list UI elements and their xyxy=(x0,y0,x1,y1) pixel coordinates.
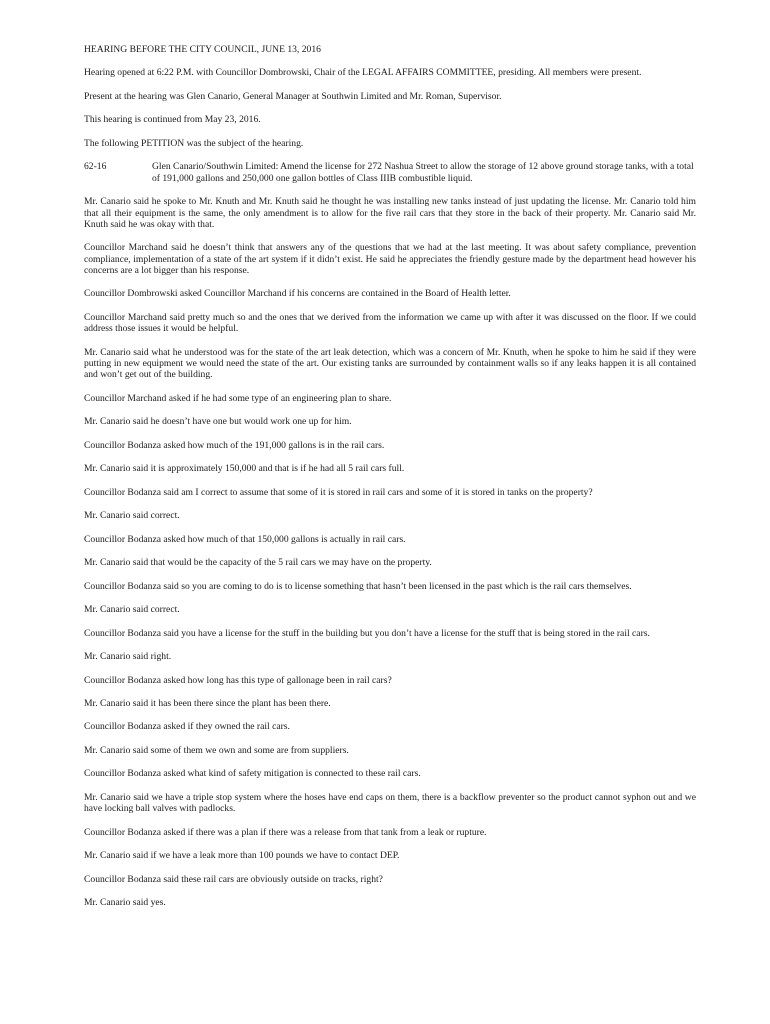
attendance-statement: Present at the hearing was Glen Canario, General Manager at Southwin Limited and Mr. Roman, Supervisor. xyxy=(84,90,502,102)
minutes-paragraph: Councillor Bodanza asked how much of the 191,000 gallons is in the rail cars. xyxy=(84,439,385,451)
minutes-paragraph: Councillor Bodanza asked how much of that 150,000 gallons is actually in rail cars. xyxy=(84,533,406,545)
minutes-paragraph: Mr. Canario said he spoke to Mr. Knuth and Mr. Knuth said he thought he was installing new tanks instead of just updating the license. Mr. Canario told him that all their equipment is the same, the only amendment is to allow for the five rail cars that they store in the back of their property. Mr. Canario said Mr. Knuth said he was okay with that. xyxy=(84,196,696,230)
minutes-paragraph: Mr. Canario said yes. xyxy=(84,897,166,909)
petition-number: 62-16 xyxy=(84,161,107,173)
minutes-paragraph: Mr. Canario said if we have a leak more than 100 pounds we have to contact DEP. xyxy=(84,850,400,862)
document-page xyxy=(84,44,696,921)
minutes-paragraph: Mr. Canario said what he understood was for the state of the art leak detection, which was a concern of Mr. Knuth, when he spoke to him he said if they were putting in new equipment we would need the state of the art. Our existing tanks are surrounded by containment walls so if any leaks happen it is all contained and won’t get out of the building. xyxy=(84,346,696,381)
minutes-paragraph: Mr. Canario said it has been there since the plant has been there. xyxy=(84,698,331,709)
minutes-paragraph: Councillor Bodanza said so you are coming to do is to license something that hasn’t been licensed in the past which is the rail cars themselves. xyxy=(84,580,632,592)
minutes-paragraph: Councillor Bodanza asked how long has this type of gallonage been in rail cars? xyxy=(84,674,392,686)
minutes-paragraph: Councillor Bodanza asked what kind of safety mitigation is connected to these rail cars. xyxy=(84,768,421,780)
minutes-paragraph: Councillor Bodanza said you have a license for the stuff in the building but you don’t have a license for the stuff that is being stored in the rail cars. xyxy=(84,627,650,639)
minutes-paragraph: Mr. Canario said we have a triple stop system where the hoses have end caps on them, there is a backflow preventer so the product cannot syphon out and we have locking ball valves with padlocks. xyxy=(84,791,696,815)
minutes-paragraph: Councillor Bodanza said am I correct to assume that some of it is stored in rail cars and some of it is stored in tanks on the property? xyxy=(84,486,593,498)
minutes-paragraph: Councillor Marchand said pretty much so and the ones that we derived from the information we came up with after it was discussed on the floor. If we could address those issues it would be helpful. xyxy=(84,311,696,335)
minutes-paragraph: Councillor Marchand said he doesn’t think that answers any of the questions that we had at the last meeting. It was about safety compliance, prevention compliance, implementation of a state of the art system if it didn’t exist. He said he appreciates the friendly gesture made by the department head however his concerns are a lot bigger than his response. xyxy=(84,242,696,276)
opening-statement: Hearing opened at 6:22 P.M. with Councillor Dombrowski, Chair of the LEGAL AFFAIRS COMMITTEE, presiding. All members were present. xyxy=(84,67,642,79)
minutes-paragraph: Mr. Canario said that would be the capacity of the 5 rail cars we may have on the property. xyxy=(84,557,432,569)
minutes-paragraph: Mr. Canario said it is approximately 150,000 and that is if he had all 5 rail cars full. xyxy=(84,463,405,475)
petition-text: Glen Canario/Southwin Limited: Amend the license for 272 Nashua Street to allow the storage of 12 above ground storage tanks, with a total of 191,000 gallons and 250,000 one gallon bottles of Class IIIB combustible liquid. xyxy=(152,161,694,184)
subject-statement: The following PETITION was the subject of the hearing. xyxy=(84,137,304,149)
petition-block xyxy=(84,161,696,184)
document-title: HEARING BEFORE THE CITY COUNCIL, JUNE 13, 2016 xyxy=(84,44,321,55)
minutes-paragraph: Mr. Canario said he doesn’t have one but would work one up for him. xyxy=(84,416,352,428)
minutes-paragraph: Councillor Marchand asked if he had some type of an engineering plan to share. xyxy=(84,392,392,404)
minutes-paragraph: Mr. Canario said right. xyxy=(84,651,172,663)
minutes-paragraph: Councillor Bodanza said these rail cars are obviously outside on tracks, right? xyxy=(84,873,383,885)
minutes-body xyxy=(84,196,696,908)
minutes-paragraph: Councillor Dombrowski asked Councillor Marchand if his concerns are contained in the Board of Health letter. xyxy=(84,288,511,300)
minutes-paragraph: Councillor Bodanza asked if there was a plan if there was a release from that tank from a leak or rupture. xyxy=(84,826,487,838)
minutes-paragraph: Mr. Canario said correct. xyxy=(84,510,180,522)
minutes-paragraph: Mr. Canario said correct. xyxy=(84,604,180,616)
minutes-paragraph: Councillor Bodanza asked if they owned the rail cars. xyxy=(84,721,290,733)
minutes-paragraph: Mr. Canario said some of them we own and some are from suppliers. xyxy=(84,744,349,756)
continuation-note: This hearing is continued from May 23, 2016. xyxy=(84,114,261,126)
